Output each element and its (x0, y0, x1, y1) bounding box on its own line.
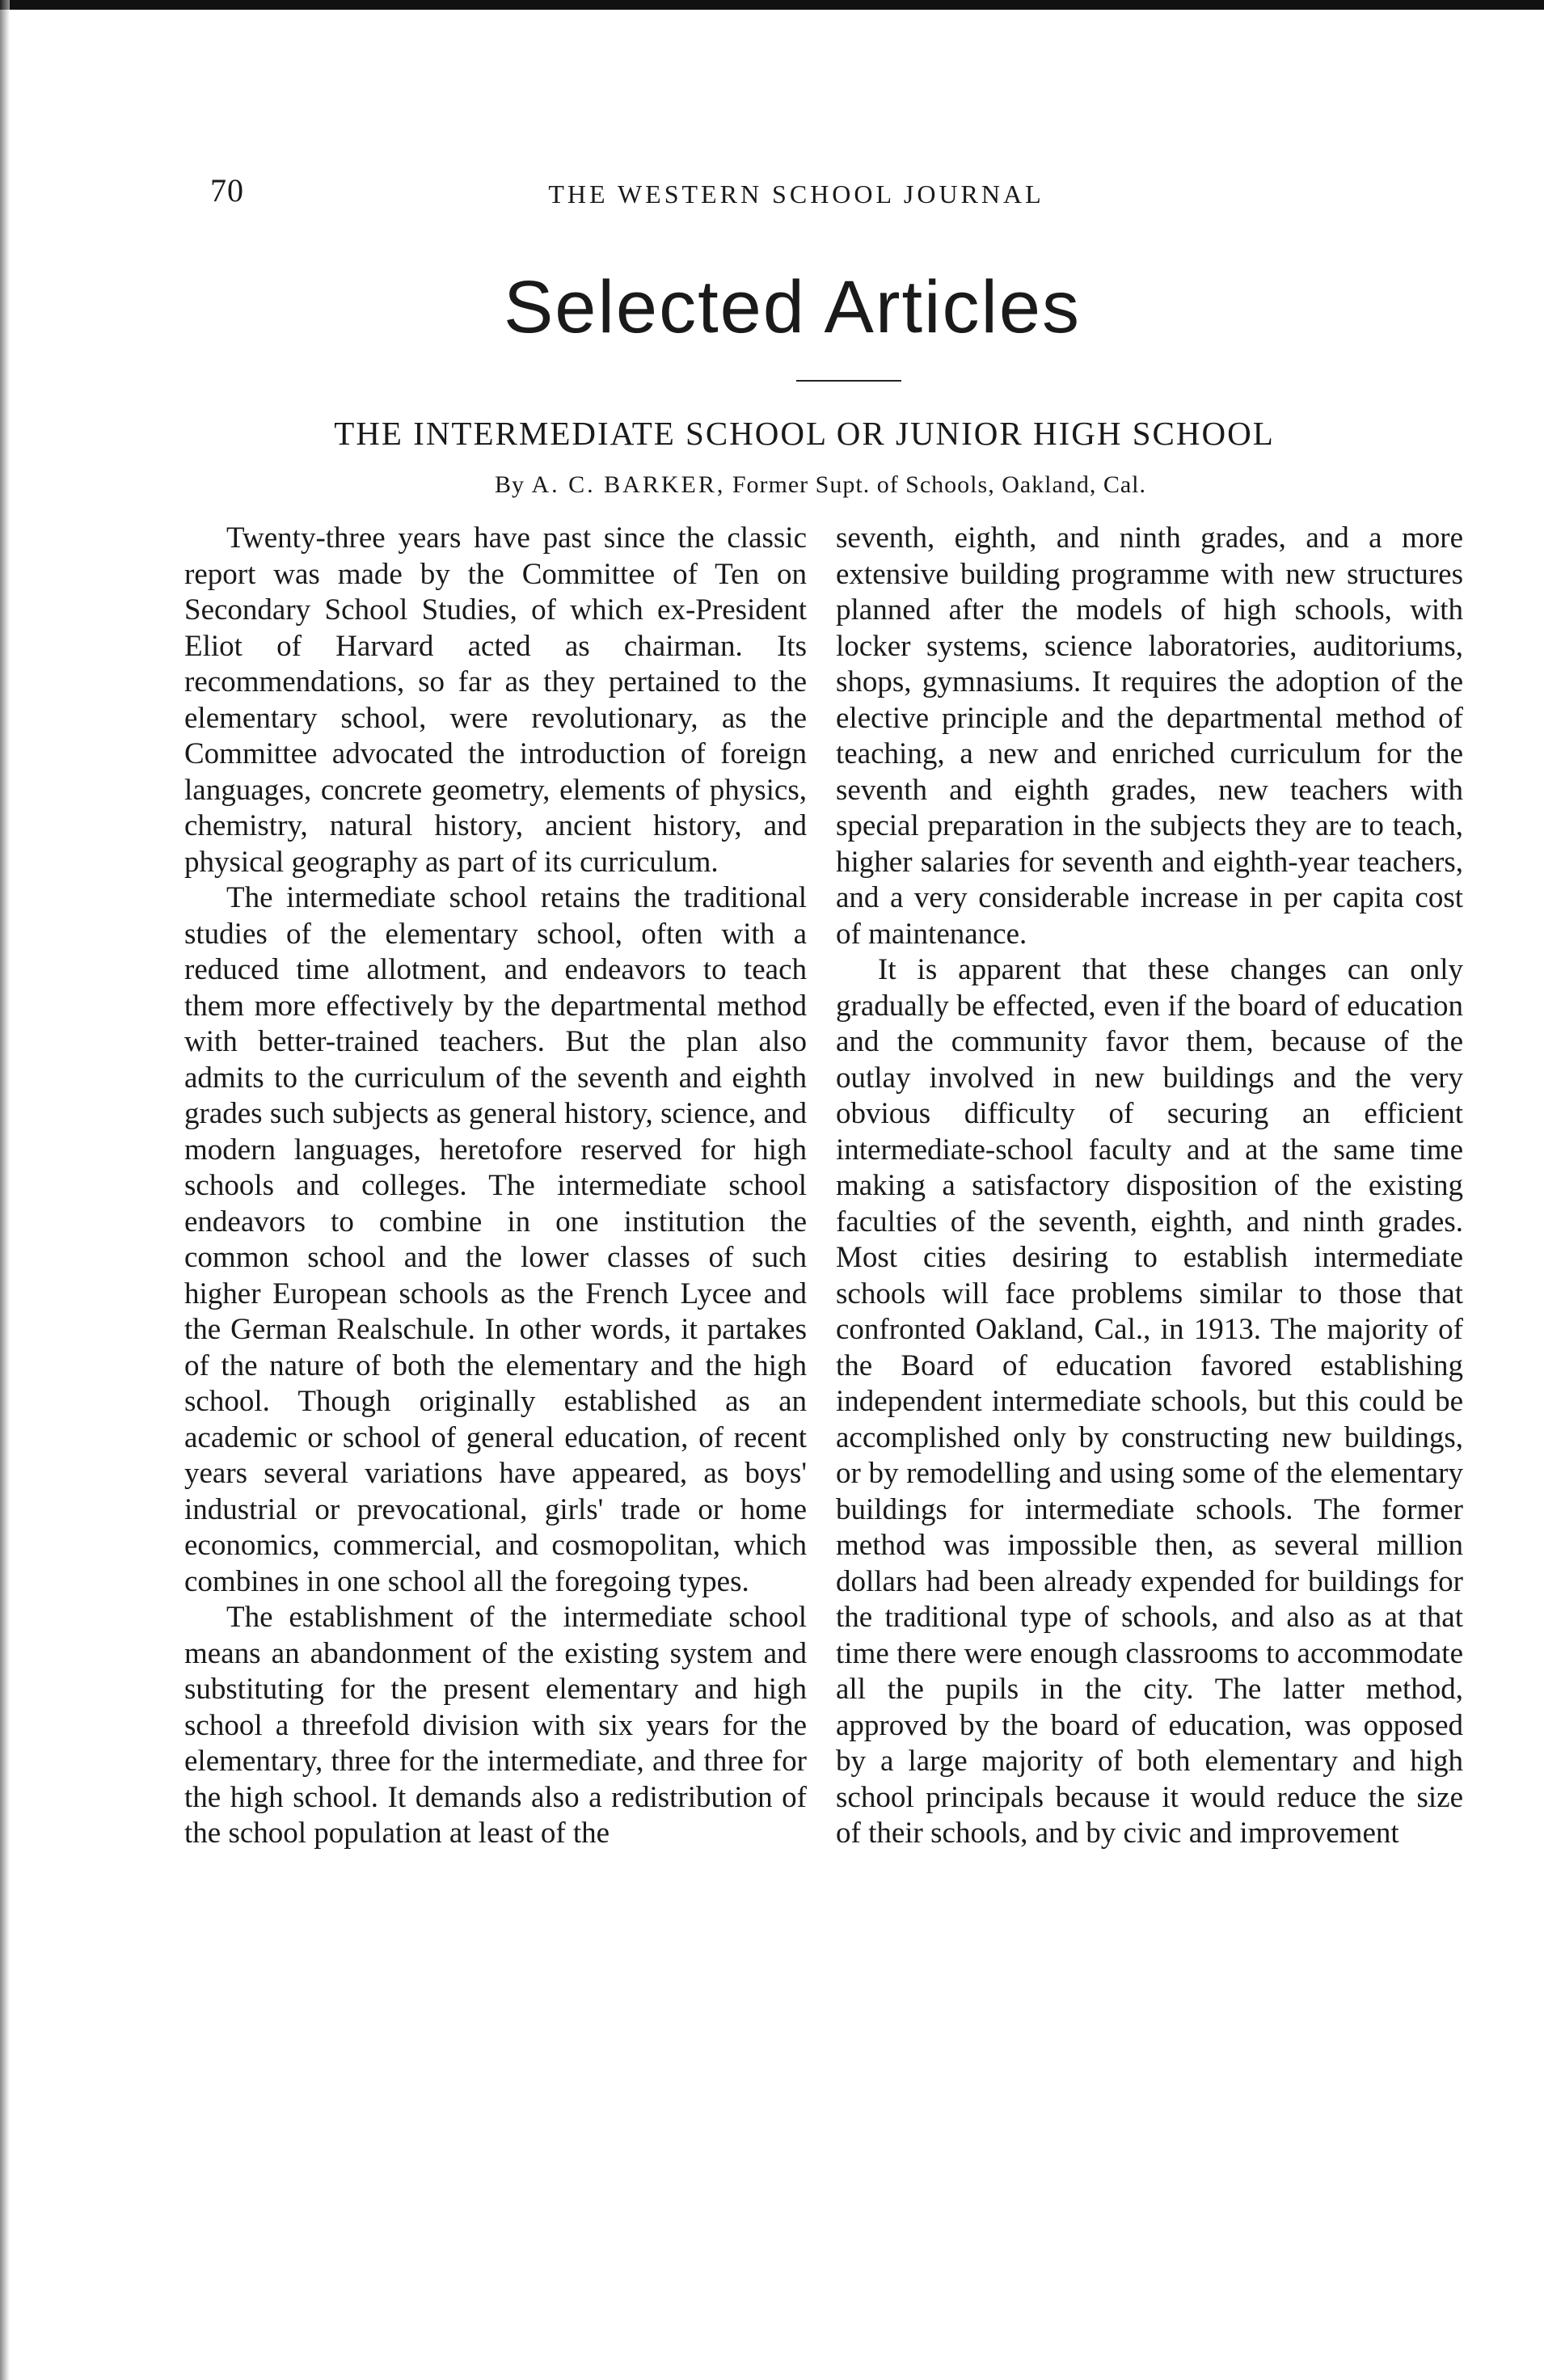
article-title: THE INTERMEDIATE SCHOOL OR JUNIOR HIGH SCHOOL (334, 415, 1275, 452)
page-number: 70 (210, 172, 244, 209)
author-role: Former Supt. of Schools, Oakland, Cal. (732, 471, 1146, 498)
running-head: THE WESTERN SCHOOL JOURNAL (548, 179, 1044, 209)
right-column (836, 521, 1463, 1852)
title-divider (796, 380, 901, 382)
byline (0, 471, 1544, 499)
paragraph-continued: seventh, eighth, and ninth grades, and a more extensive building programme with new structures planned after the models of high schools, with locker systems, science laboratories, auditoriums, shops, gymnasiums. It requires the adoption of the elective principle and the departmental method of teaching, a new and enriched curriculum for the seventh and eighth grades, new teachers with special preparation in the subjects they are to teach, higher salaries for seventh and eighth-year teachers, and a very considerable increase in per capita cost of maintenance. (836, 521, 1463, 951)
paragraph: It is apparent that these changes can only gradually be effected, even if the board of education and the community favor them, because of the outlay involved in new buildings and the very obvious difficulty of securing an efficient intermediate-school faculty and at the same time making a satisfactory disposition of the existing faculties of the seventh, eighth, and ninth grades. Most cities desiring to establish intermediate schools will face problems similar to those that confronted Oakland, Cal., in 1913. The majority of the Board of education favored establishing independent intermediate schools, but this could be accomplished only by constructing new buildings, or by remodelling and using some of the elementary buildings for intermediate schools. The former method was impossible then, as several million dollars had been already expended for buildings for the traditional type of schools, and also as at that time there were enough classrooms to accommodate all the pupils in the city. The latter method, approved by the board of education, was opposed by a large majority of both elementary and high school principals because it would reduce the size of their schools, and by civic and improvement (836, 953, 1463, 1850)
paragraph: The establishment of the intermediate school means an abandonment of the existing system and substituting for the present elementary and high school a threefold division with six years for the elementary, three for the intermediate, and three for the high school. It demands also a redistribution of the school population at least of the (184, 1601, 807, 1850)
paragraph: The intermediate school retains the traditional studies of the elementary school, often with a reduced time allotment, and endeavors to teach them more effectively by the departmental method with better-trained teachers. But the plan also admits to the curriculum of the seventh and eighth grades such subjects as general history, science, and modern languages, heretofore reserved for high schools and colleges. The intermediate school endeavors to combine in one institution the common school and the lower classes of such higher European schools as the French Lycee and the German Realschule. In other words, it partakes of the nature of both the elementary and the high school. Though originally established as an academic or school of general education, of recent years several variations have appeared, as boys' industrial or prevocational, girls' trade or home economics, commercial, and cosmopolitan, which combines in one school all the foregoing types. (184, 881, 807, 1598)
left-column (184, 521, 807, 1852)
paragraph: Twenty-three years have past since the classic report was made by the Committee of Ten on Secondary School Studies, of which ex-President Eliot of Harvard acted as chairman. Its recommendations, so far as they pertained to the elementary school, were revolutionary, as the Committee advocated the introduction of foreign languages, concrete geometry, elements of physics, chemistry, natural history, ancient history, and physical geography as part of its curriculum. (184, 521, 807, 879)
page-top-edge (0, 0, 1544, 10)
byline-prefix: By (494, 471, 525, 498)
author-name: A. C. BARKER, (531, 471, 726, 498)
page-left-edge (0, 0, 10, 2380)
section-title: Selected Articles (503, 266, 1082, 348)
